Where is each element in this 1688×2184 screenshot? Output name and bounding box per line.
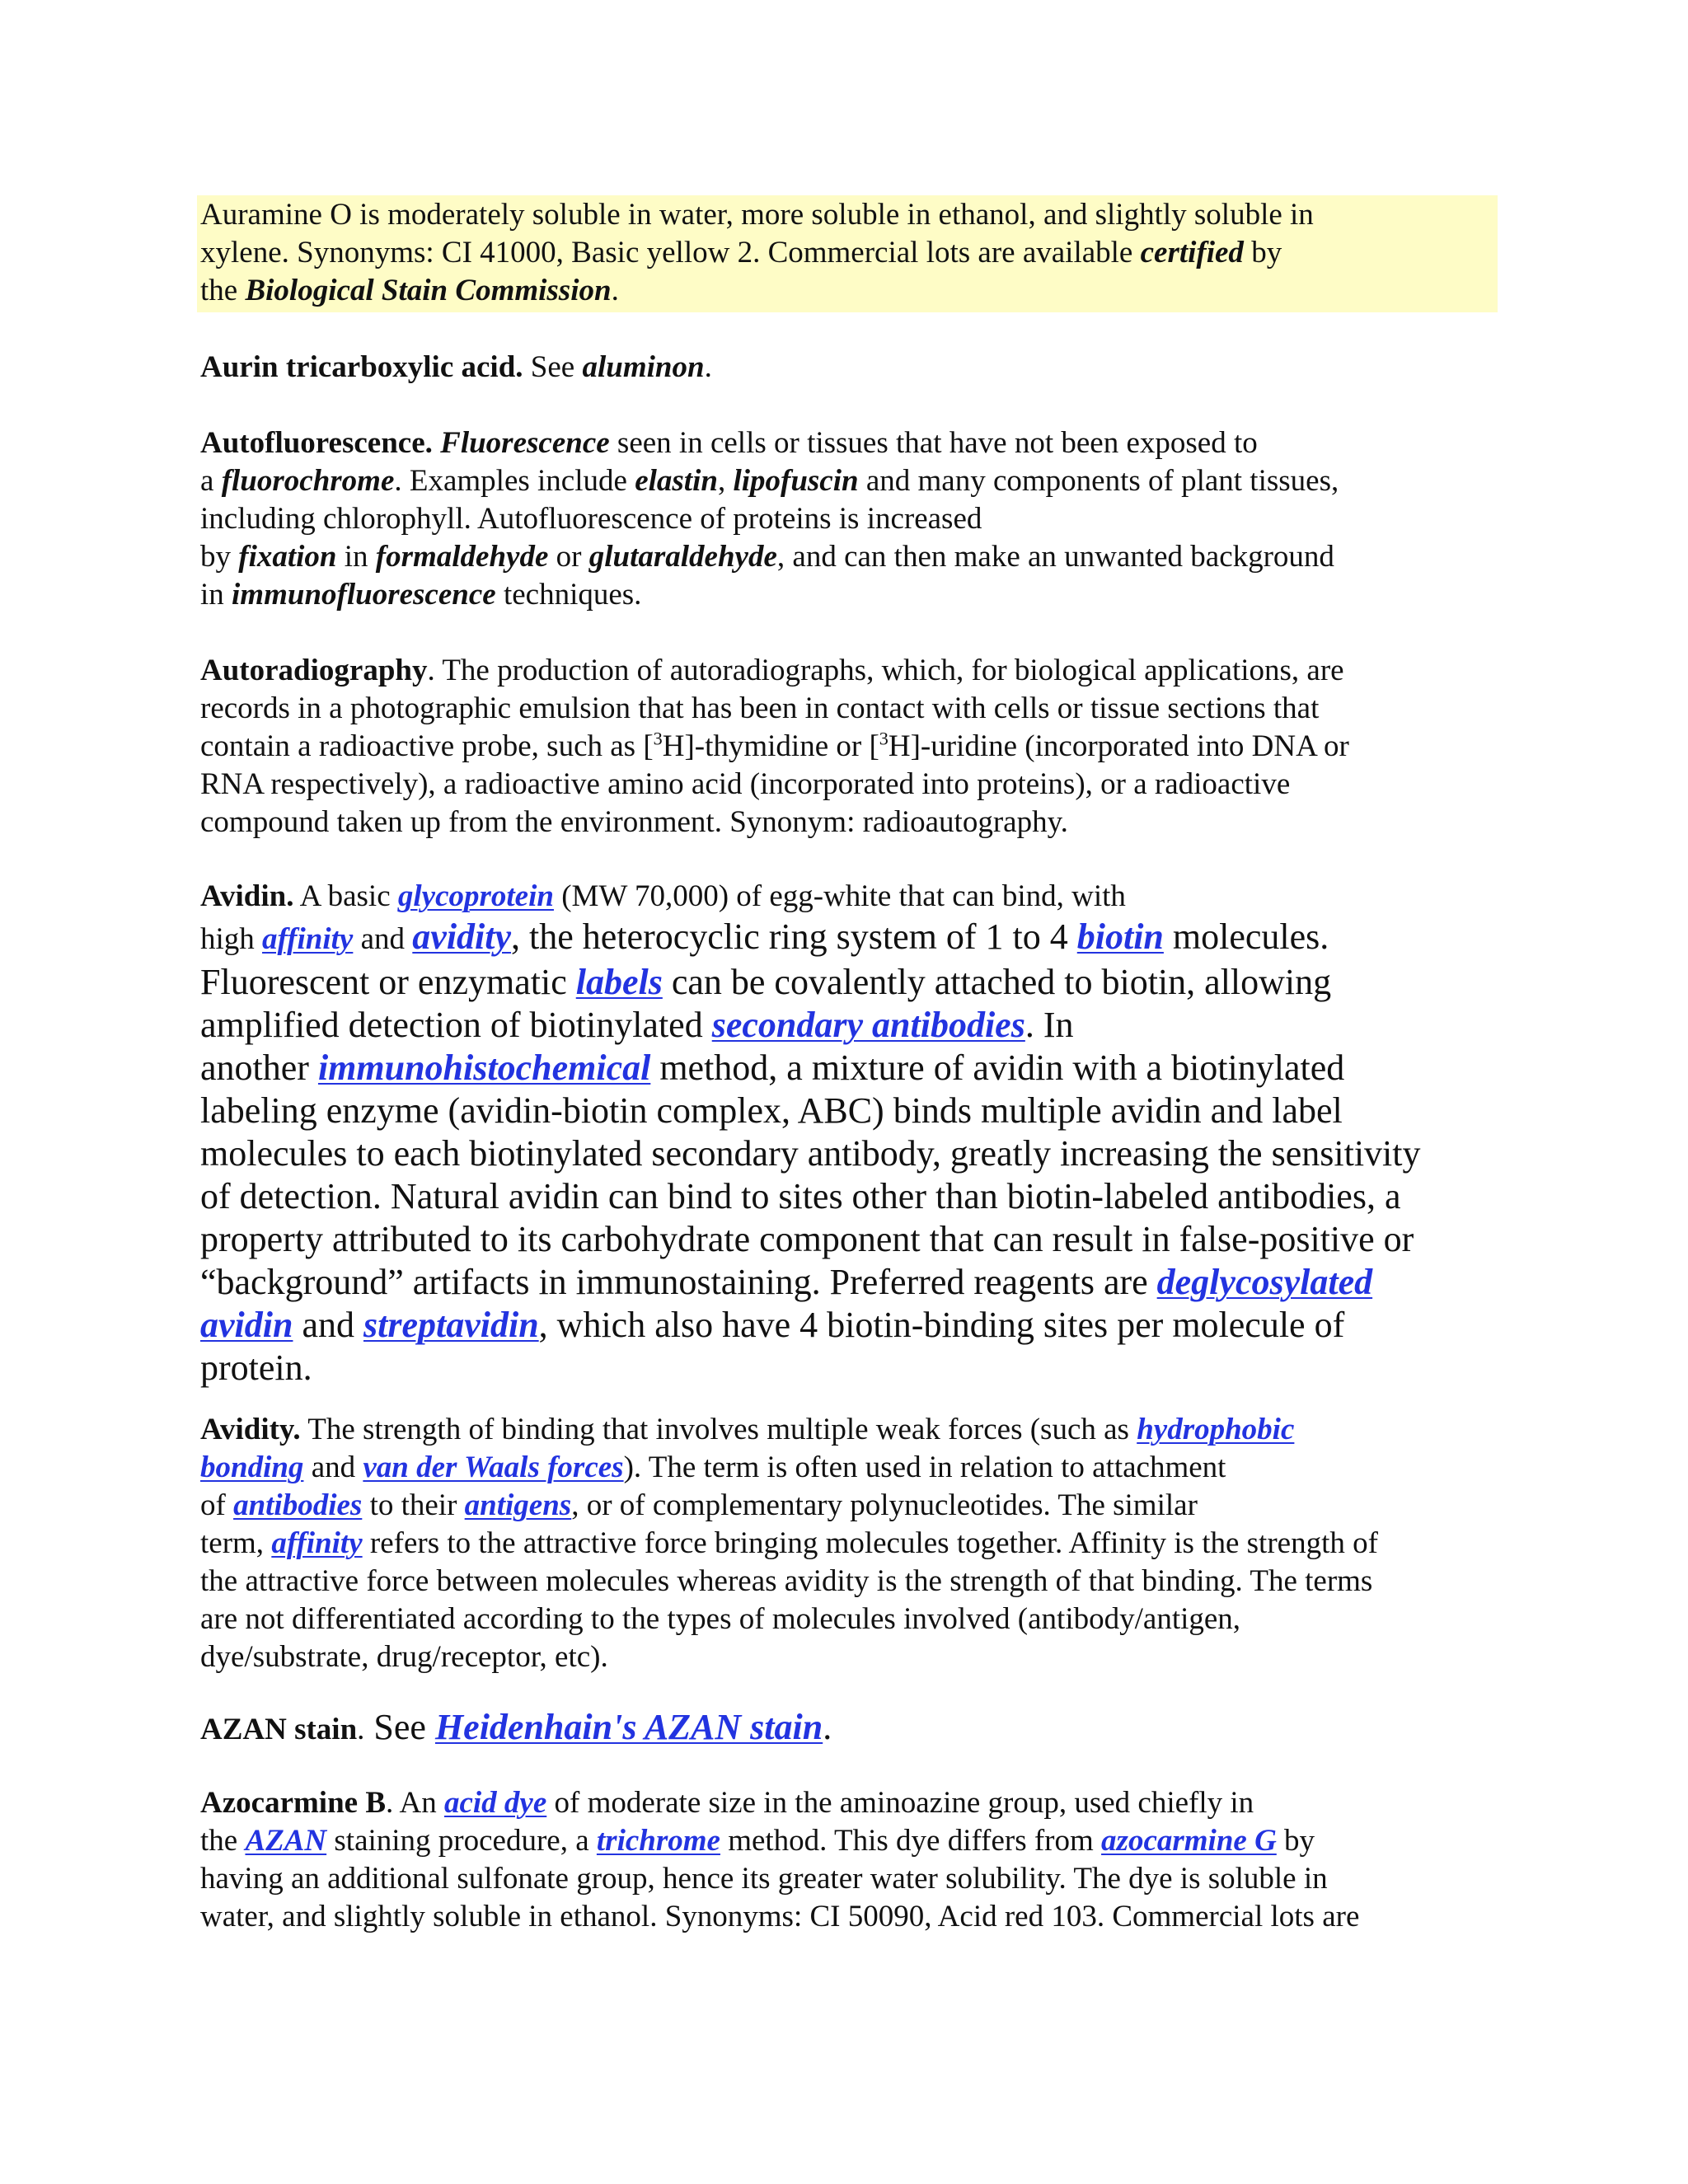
term-azan-stain: AZAN stain: [200, 1713, 358, 1746]
auramine-line-2: xylene. Synonyms: CI 41000, Basic yellow 2. Commercial lots are available certified by: [200, 236, 1282, 269]
term-avidin: Avidin.: [200, 879, 294, 913]
link-azocarmine-g[interactable]: azocarmine G: [1101, 1824, 1277, 1858]
entry-auramine: [197, 195, 1498, 312]
link-acid-dye[interactable]: acid dye: [443, 1786, 547, 1820]
link-affinity[interactable]: affinity: [262, 922, 354, 956]
term-autofluorescence: Autofluorescence.: [200, 426, 433, 460]
link-heidenhains-azan-stain[interactable]: Heidenhain's AZAN stain: [434, 1707, 823, 1747]
term-aurin: Aurin tricarboxylic acid.: [200, 350, 523, 384]
link-hydrophobic[interactable]: hydrophobic: [1137, 1413, 1295, 1446]
ref-fluorochrome: fluorochrome: [221, 464, 395, 498]
link-antigens[interactable]: antigens: [464, 1488, 572, 1522]
entry-avidity: Avidity. The strength of binding that involves multiple weak forces (such as hydrophobic bonding and van der Waals forces). The term is often used in relation to attachment of antibodies to their antigens, or of complementary polynucleotides. The similar term, affinity refers to the attractive force bringing molecules together. Affinity is the strength of the attractive force between molecules whereas avidity is the strength of that binding. The terms are not differentiated according to the types of molecules involved (antibody/antigen, dye/substrate, drug/receptor, etc).: [200, 1413, 1378, 1674]
auramine-line-3: the Biological Stain Commission.: [200, 274, 619, 307]
link-trichrome[interactable]: trichrome: [596, 1824, 720, 1858]
link-van-der-waals-forces[interactable]: van der Waals forces: [363, 1451, 624, 1484]
link-streptavidin[interactable]: streptavidin: [363, 1305, 539, 1345]
link-glycoprotein[interactable]: glycoprotein: [397, 879, 554, 913]
certified-term: certified: [1140, 236, 1244, 269]
ref-elastin: elastin: [635, 464, 718, 498]
term-avidity: Avidity.: [200, 1413, 301, 1446]
link-azan[interactable]: AZAN: [245, 1824, 327, 1858]
link-immunohistochemical[interactable]: immunohistochemical: [317, 1047, 651, 1088]
ref-formaldehyde: formaldehyde: [375, 540, 549, 574]
link-avidin[interactable]: avidin: [200, 1305, 293, 1345]
ref-lipofuscin: lipofuscin: [733, 464, 859, 498]
entry-aurin: Aurin tricarboxylic acid. See aluminon.: [200, 350, 712, 384]
link-affinity-2[interactable]: affinity: [271, 1526, 363, 1560]
term-azocarmine-b: Azocarmine B: [200, 1786, 387, 1820]
term-autoradiography: Autoradiography: [200, 654, 428, 687]
entry-avidin: Avidin. A basic glycoprotein (MW 70,000) of egg-white that can bind, with high affinity and avidity, the heterocyclic ring system of 1 to 4 biotin molecules. Fluorescent or enzymatic labels can be covalently attached to biotin, allowing amplified detection of biotinylated secondary antibodies. In another immunohistochemical method, a mixture of avidin with a biotinylated labeling enzyme (avidin-biotin complex, ABC) binds multiple avidin and label molecules to each biotinylated secondary antibody, greatly increasing the sensitivity of detection. Natural avidin can bind to sites other than biotin-labeled antibodies, a property attributed to its carbohydrate component that can result in false-positive or “background” artifacts in immunostaining. Preferred reagents are deglycosylated avidin and streptavidin, which also have 4 biotin-binding sites per molecule of protein.: [200, 879, 1421, 1388]
glossary-page: [200, 195, 1494, 1936]
biological-stain-commission-term: Biological Stain Commission: [245, 274, 612, 307]
entry-autoradiography: Autoradiography. The production of autoradiographs, which, for biological applications, are records in a photographic emulsion that has been in contact with cells or tissue sections that contain a radioactive probe, such as [$^3$H]-thymidine or [$^3$H]-uridine (incorporated into DNA or RNA respectively), a radioactive amino acid (incorporated into proteins), or a radioactive compound taken up from the environment. Synonym: radioautography.: [200, 654, 1349, 839]
ref-fluorescence: Fluorescence: [440, 426, 610, 460]
ref-glutaraldehyde: glutaraldehyde: [588, 540, 777, 574]
link-biotin[interactable]: biotin: [1076, 916, 1164, 957]
ref-fixation: fixation: [238, 540, 337, 574]
link-labels[interactable]: labels: [575, 962, 663, 1002]
link-antibodies[interactable]: antibodies: [233, 1488, 363, 1522]
link-secondary-antibodies[interactable]: secondary antibodies: [711, 1005, 1025, 1045]
entry-azan-stain: AZAN stain. See Heidenhain's AZAN stain.: [200, 1707, 832, 1747]
entry-azocarmine-b: Azocarmine B. An acid dye of moderate size in the aminoazine group, used chiefly in the AZAN staining procedure, a trichrome method. This dye differs from azocarmine G by having an additional sulfonate group, hence its greater water solubility. The dye is soluble in water, and slightly soluble in ethanol. Synonyms: CI 50090, Acid red 103. Commercial lots are: [200, 1786, 1360, 1933]
link-bonding[interactable]: bonding: [200, 1451, 304, 1484]
ref-aluminon: aluminon: [582, 350, 705, 384]
link-deglycosylated[interactable]: deglycosylated: [1156, 1262, 1373, 1302]
link-avidity[interactable]: avidity: [412, 916, 512, 957]
entry-autofluorescence: Autofluorescence. Fluorescence seen in cells or tissues that have not been exposed to a fluorochrome. Examples include elastin, lipofuscin and many components of plant tissues, including chlorophyll. Autofluorescence of proteins is increased by fixation in formaldehyde or glutaraldehyde, and can then make an unwanted background in immunofluorescence techniques.: [200, 426, 1339, 612]
ref-immunofluorescence: immunofluorescence: [232, 578, 496, 612]
auramine-line-1: Auramine O is moderately soluble in water, more soluble in ethanol, and slightly soluble in: [200, 198, 1314, 232]
